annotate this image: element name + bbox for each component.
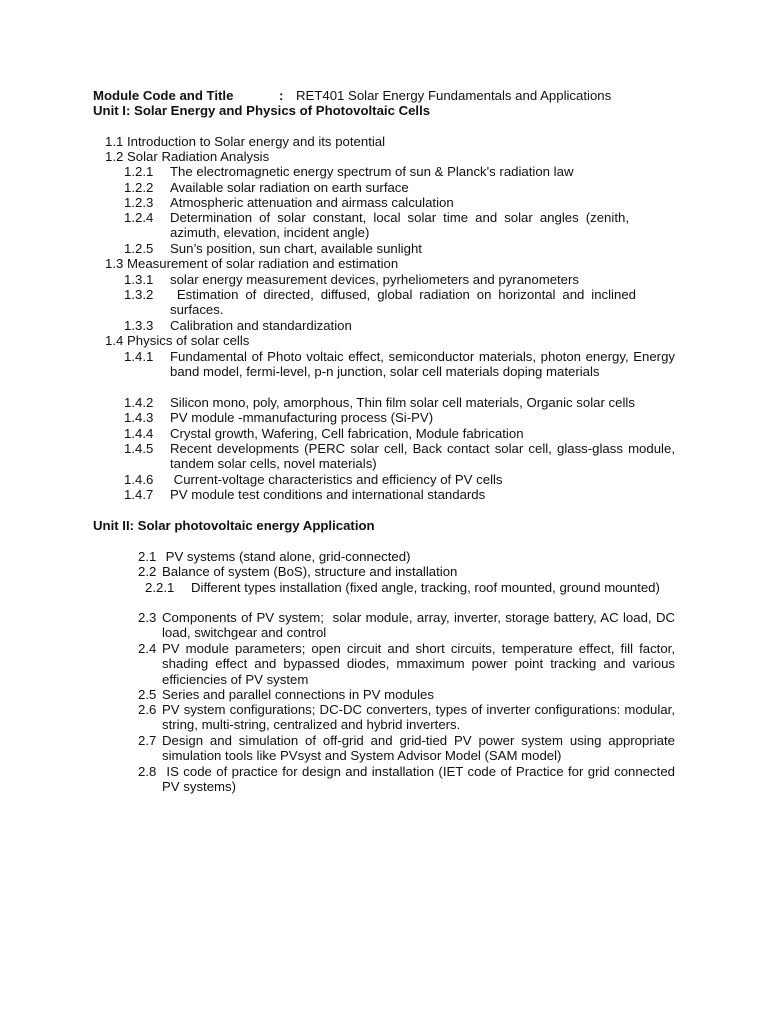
item-number: 1.4.3	[124, 410, 154, 425]
item-text: Determination of solar constant, local solar time and solar angles (zenith, azimuth, elevation, incident angle)	[170, 210, 629, 241]
item-text: Silicon mono, poly, amorphous, Thin film solar cell materials, Organic solar cells	[170, 395, 635, 410]
module-header-label: Module Code and Title	[93, 88, 234, 103]
item-number: 2.2.1	[145, 580, 175, 595]
item-number: 2.2	[138, 564, 157, 579]
unit1-item-1-1: 1.1 Introduction to Solar energy and its potential	[105, 134, 386, 149]
item-text: Balance of system (BoS), structure and installation	[162, 564, 458, 579]
item-text: PV system configurations; DC-DC converters, types of inverter configurations: modular, string, multi-string, centralized and hybrid inverters.	[162, 702, 675, 733]
item-text: PV module -mmanufacturing process (Si-PV)	[170, 410, 434, 425]
module-header-colon: :	[279, 88, 284, 103]
item-number: 1.2.4	[124, 210, 154, 225]
item-number: 1.2.3	[124, 195, 154, 210]
item-text: PV systems (stand alone, grid-connected)	[162, 549, 411, 564]
item-text: Components of PV system; solar module, array, inverter, storage battery, AC load, DC load, switchgear and control	[162, 610, 679, 641]
unit1-item-1-4: 1.4 Physics of solar cells	[105, 333, 250, 348]
item-number: 1.4.4	[124, 426, 154, 441]
item-text: IS code of practice for design and installation (IET code of Practice for grid connected PV systems)	[162, 764, 679, 795]
item-number: 1.4.7	[124, 487, 154, 502]
item-number: 1.4.2	[124, 395, 154, 410]
item-text: Series and parallel connections in PV modules	[162, 687, 434, 702]
item-number: 1.3.3	[124, 318, 154, 333]
item-text: Current-voltage characteristics and efficiency of PV cells	[170, 472, 503, 487]
item-number: 2.6	[138, 702, 157, 717]
item-number: 2.5	[138, 687, 157, 702]
item-number: 1.3.2	[124, 287, 154, 302]
module-header-value: RET401 Solar Energy Fundamentals and Applications	[296, 88, 612, 103]
item-number: 1.4.5	[124, 441, 154, 456]
item-number: 1.2.5	[124, 241, 154, 256]
item-text: Different types installation (fixed angle, tracking, roof mounted, ground mounted)	[191, 580, 660, 595]
item-number: 2.7	[138, 733, 157, 748]
item-text: Atmospheric attenuation and airmass calculation	[170, 195, 454, 210]
item-number: 1.2.1	[124, 164, 154, 179]
item-text: solar energy measurement devices, pyrheliometers and pyranometers	[170, 272, 580, 287]
item-number: 1.2.2	[124, 180, 154, 195]
item-text: Available solar radiation on earth surface	[170, 180, 409, 195]
item-text: Design and simulation of off-grid and grid-tied PV power system using appropriate simulation tools like PVsyst and System Advisor Model (SAM model)	[162, 733, 675, 764]
unit1-item-1-2: 1.2 Solar Radiation Analysis	[105, 149, 270, 164]
item-text: Calibration and standardization	[170, 318, 352, 333]
item-text: Fundamental of Photo voltaic effect, semiconductor materials, photon energy, Energy band model, fermi-level, p-n junction, solar cell materials doping materials	[170, 349, 675, 380]
item-text: PV module test conditions and international standards	[170, 487, 486, 502]
item-text: Estimation of directed, diffused, global radiation on horizontal and inclined surfaces.	[170, 287, 640, 318]
item-text: Crystal growth, Wafering, Cell fabrication, Module fabrication	[170, 426, 524, 441]
item-number: 2.3	[138, 610, 157, 625]
item-text: The electromagnetic energy spectrum of sun & Planck's radiation law	[170, 164, 574, 179]
module-header	[93, 88, 693, 103]
item-text: Sun’s position, sun chart, available sunlight	[170, 241, 422, 256]
item-number: 2.8	[138, 764, 157, 779]
item-number: 1.4.1	[124, 349, 154, 364]
item-number: 1.3.1	[124, 272, 154, 287]
unit1-item-1-3: 1.3 Measurement of solar radiation and estimation	[105, 256, 399, 271]
unit1-title: Unit I: Solar Energy and Physics of Photovoltaic Cells	[93, 103, 431, 118]
item-text: PV module parameters; open circuit and short circuits, temperature effect, fill factor, shading effect and bypassed diodes, mmaximum power point tracking and various efficiencies of PV system	[162, 641, 675, 687]
item-text: Recent developments (PERC solar cell, Back contact solar cell, glass-glass module, tandem solar cells, novel materials)	[170, 441, 675, 472]
item-number: 2.1	[138, 549, 157, 564]
item-number: 2.4	[138, 641, 157, 656]
item-number: 1.4.6	[124, 472, 154, 487]
unit2-title: Unit II: Solar photovoltaic energy Application	[93, 518, 375, 533]
